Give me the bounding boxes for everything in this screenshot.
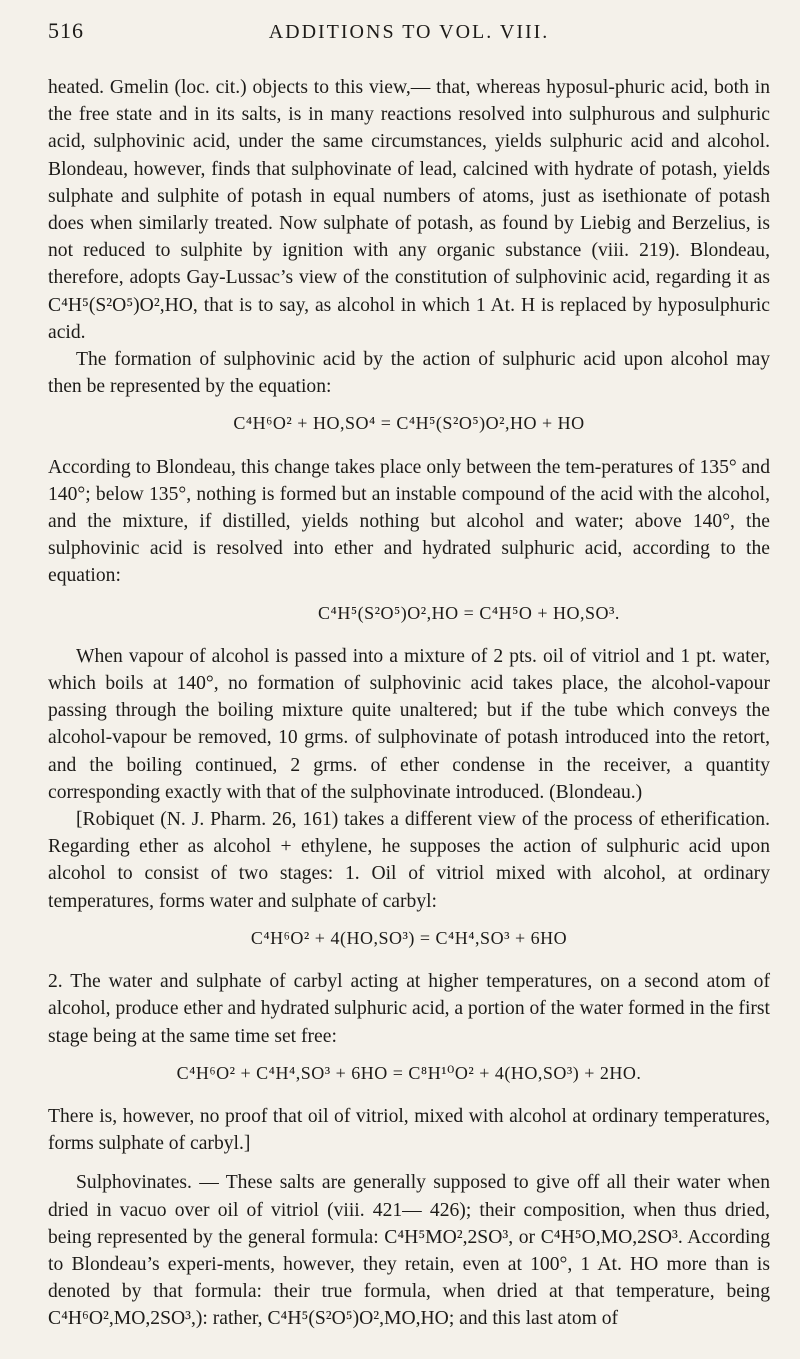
paragraph-vapour-experiment: When vapour of alcohol is passed into a mixture of 2 pts. oil of vitriol and 1 pt. water, which boils at 140°, no formation of sulphovinic acid takes place, the alcohol-vapour passing through the boiling mixture quite unaltered; but if the tube which conveys the alcohol-vapour be removed, 10 grms. of sulphovinate of potash introduced into the retort, and the boiling continued, 2 grms. of ether condense in the receiver, a quantity corresponding exactly with that of the sulphovinate introduced. (Blondeau.) (48, 645, 770, 803)
paragraph-second-stage: 2. The water and sulphate of carbyl acting at higher temperatures, on a second atom of alcohol, produce ether and hydrated sulphuric acid, a portion of the water formed in the first stage being at the same time set free: (48, 971, 770, 1047)
paragraph-sulphovinates: Sulphovinates. — These salts are generally supposed to give off all their water when dried in vacuo over oil of vitriol (viii. 421— 426); their composition, when thus dried, being represented by the general formula: C⁴H⁵MO²,2SO³, or C⁴H⁵O,MO,2SO³. According to Blondeau’s experi-ments, however, they retain, even at 100°, 1 At. HO more than is denoted by that formula: their true formula, when dried at that temperature, being C⁴H⁶O²,MO,2SO³,): rather, C⁴H⁵(S²O⁵)O²,MO,HO; and this last atom of (48, 1172, 770, 1330)
paragraph-temperature-range: According to Blondeau, this change takes place only between the tem-peratures of 135° and 140°; below 135°, nothing is formed but an instable compound of the acid with the alcohol, and the mixture, if distilled, yields nothing but alcohol and water; above 140°, the sulphovinic acid is resolved into ether and hydrated sulphuric acid, according to the equation: (48, 456, 770, 587)
running-title: ADDITIONS TO VOL. VIII. (268, 21, 550, 43)
paragraph-no-proof: There is, however, no proof that oil of vitriol, mixed with alcohol at ordinary temperatures, forms sulphate of carbyl.] (48, 1105, 770, 1155)
running-head (48, 18, 770, 62)
paragraph-robiquet: [Robiquet (N. J. Pharm. 26, 161) takes a different view of the process of etherification. Regarding ether as alcohol + ethylene, he supposes the action of sulphuric acid upon alcohol to consist of two stages: 1. Oil of vitriol mixed with alcohol, at ordinary temperatures, forms water and sulphate of carbyl: (48, 809, 770, 912)
equation-second-stage: C⁴H⁶O² + C⁴H⁴,SO³ + 6HO = C⁸H¹⁰O² + 4(HO,SO³) + 2HO. (176, 1062, 642, 1083)
equation-formation: C⁴H⁶O² + HO,SO⁴ = C⁴H⁵(S²O⁵)O²,HO + HO (233, 413, 585, 434)
page-number: 516 (48, 18, 84, 43)
body-text (48, 74, 770, 1333)
equation-ether: C⁴H⁵(S²O⁵)O²,HO = C⁴H⁵O + HO,SO³. (318, 602, 620, 623)
paragraph-gmelin-objection: heated. Gmelin (loc. cit.) objects to this view,— that, whereas hyposul-phuric acid, both in the free state and in its salts, is in many reactions resolved into sulphurous and sulphuric acid, sulphovinic acid, under the same circumstances, yields sulphuric acid and alcohol. Blondeau, however, finds that sulphovinate of lead, calcined with hydrate of potash, yields sulphate and sulphite of potash in equal numbers of atoms, just as isethionate of potash does when similarly treated. Now sulphate of potash, as found by Liebig and Berzelius, is not reduced to sulphite by ignition with any organic substance (viii. 219). Blondeau, therefore, adopts Gay-Lussac’s view of the constitution of sulphovinic acid, regarding it as C⁴H⁵(S²O⁵)O²,HO, that is to say, as alcohol in which 1 At. H is replaced by hyposulphuric acid. (48, 77, 770, 343)
equation-carbyl: C⁴H⁶O² + 4(HO,SO³) = C⁴H⁴,SO³ + 6HO (250, 927, 568, 948)
book-page (48, 18, 770, 1333)
paragraph-formation-intro: The formation of sulphovinic acid by the action of sulphuric acid upon alcohol may then be represented by the equation: (48, 349, 770, 398)
